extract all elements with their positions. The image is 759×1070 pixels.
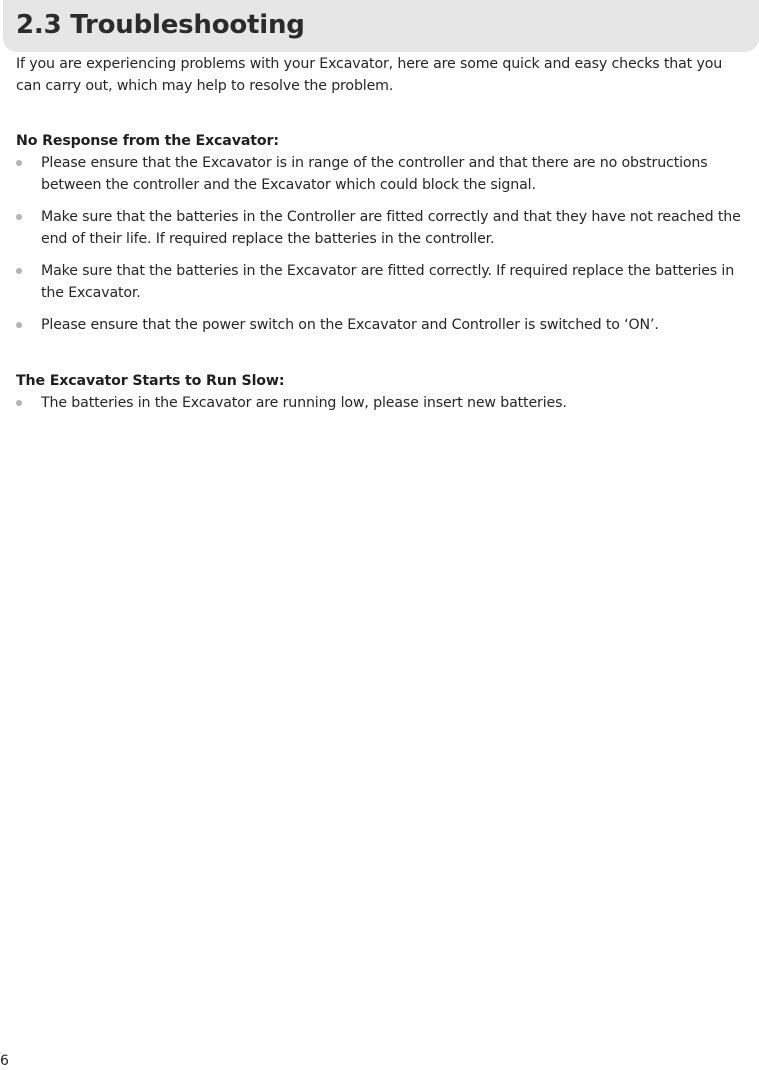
list-item-text: Make sure that the batteries in the Controller are fitted correctly and that they have not reached the end of their life. If required replace the batteries in the controller.	[41, 209, 741, 247]
list-item	[16, 260, 746, 304]
page-number: 6	[0, 1053, 9, 1069]
list-item-text: The batteries in the Excavator are running low, please insert new batteries.	[41, 395, 567, 411]
section-title-bar	[3, 0, 759, 52]
list-item-text: Please ensure that the Excavator is in range of the controller and that there are no obstructions between the controller and the Excavator which could block the signal.	[41, 155, 708, 193]
section-no-response	[16, 130, 746, 336]
list-item	[16, 392, 746, 414]
list-item-text: Make sure that the batteries in the Excavator are fitted correctly. If required replace the batteries in the Excavator.	[41, 263, 735, 301]
section-heading: No Response from the Excavator:	[16, 133, 279, 149]
bullet-dot-icon	[16, 160, 22, 166]
section-runs-slow	[16, 370, 746, 414]
bullet-list	[16, 392, 746, 414]
bullet-dot-icon	[16, 268, 22, 274]
section-heading: The Excavator Starts to Run Slow:	[16, 373, 285, 389]
bullet-dot-icon	[16, 214, 22, 220]
list-item-text: Please ensure that the power switch on the Excavator and Controller is switched to ‘ON’.	[41, 317, 659, 333]
bullet-dot-icon	[16, 322, 22, 328]
intro-paragraph: If you are experiencing problems with your Excavator, here are some quick and easy checks that you can carry out, which may help to resolve the problem.	[16, 56, 723, 94]
document-body	[16, 53, 746, 414]
list-item	[16, 152, 746, 196]
list-item	[16, 206, 746, 250]
bullet-list	[16, 152, 746, 336]
page-title: 2.3 Troubleshooting	[16, 10, 305, 40]
bullet-dot-icon	[16, 400, 22, 406]
list-item	[16, 314, 746, 336]
